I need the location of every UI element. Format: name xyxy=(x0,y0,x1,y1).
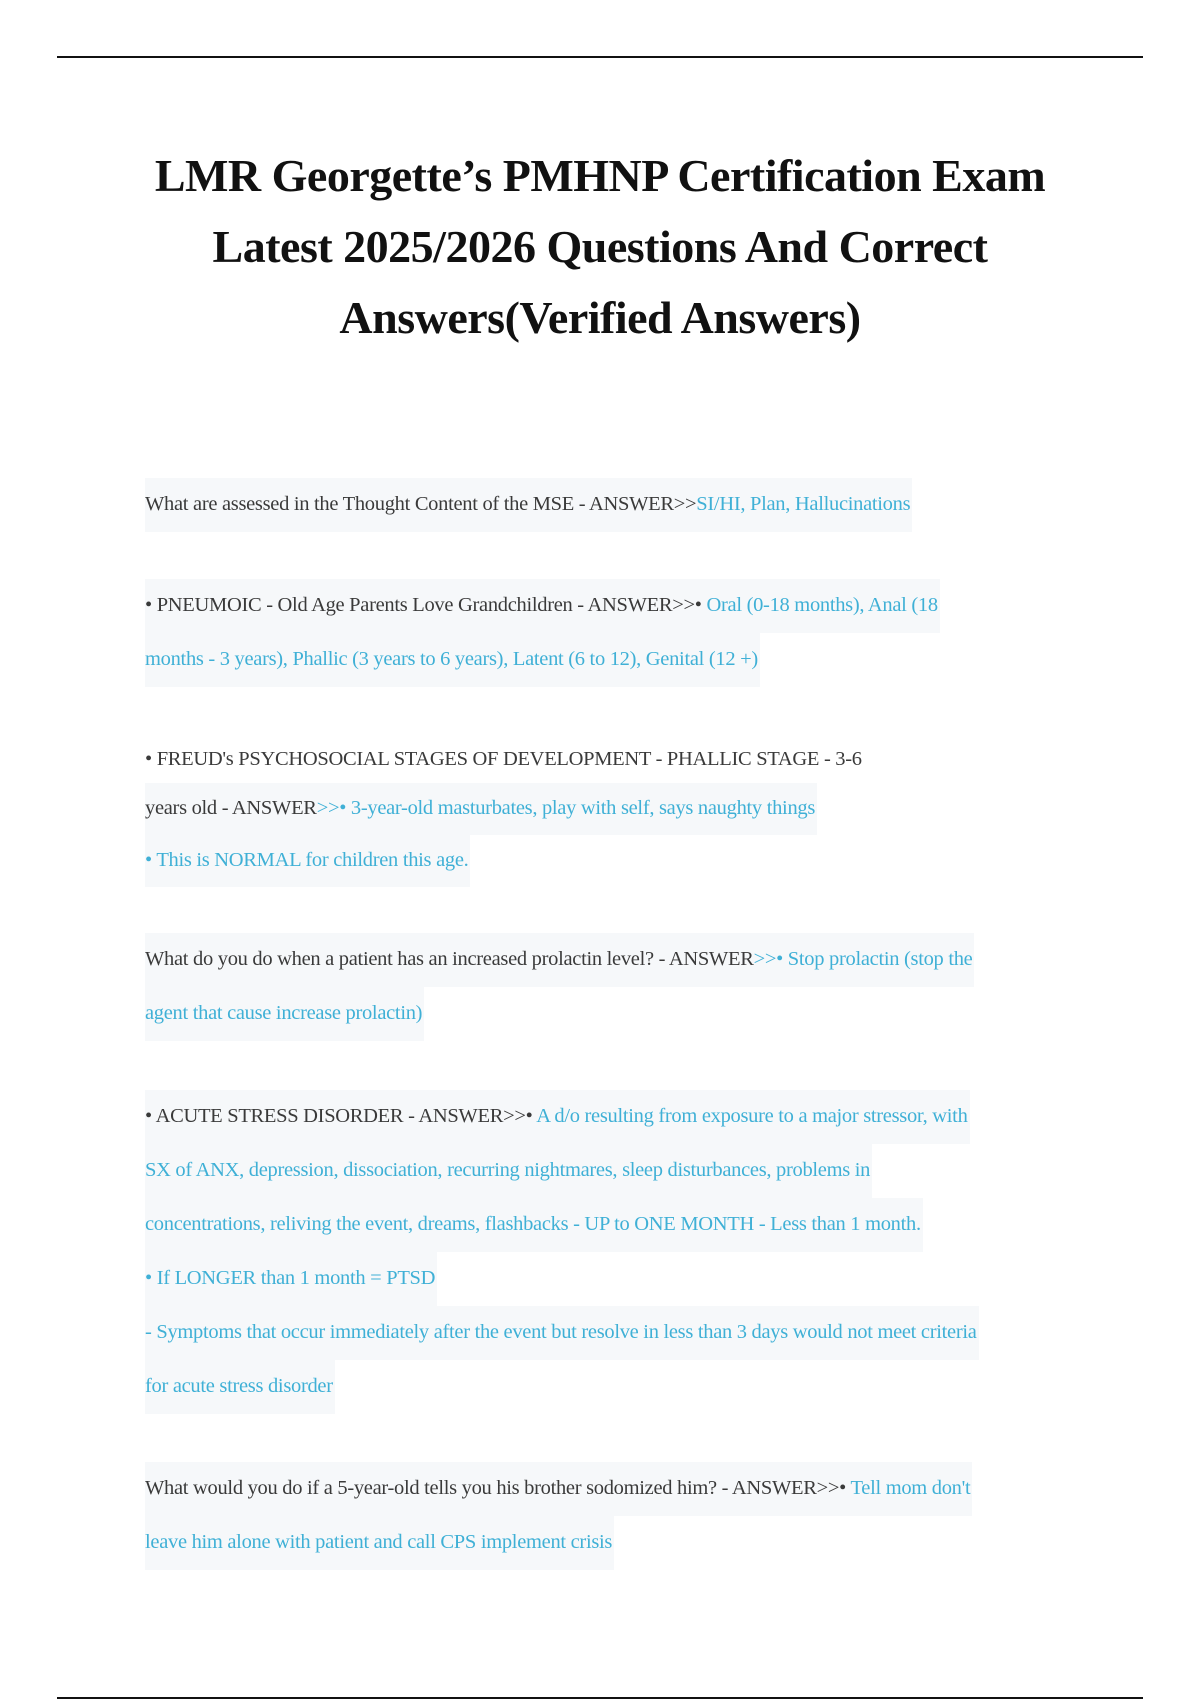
qa-line xyxy=(145,579,940,633)
qa-line xyxy=(145,1252,437,1306)
answer-text: SX of ANX, depression, dissociation, recurring nightmares, sleep disturbances, problems in xyxy=(145,1159,871,1181)
qa-item xyxy=(145,933,1095,1041)
qa-line xyxy=(145,783,817,835)
answer-text: leave him alone with patient and call CPS implement crisis xyxy=(145,1531,613,1553)
qa-line xyxy=(145,1306,979,1360)
question-text: What are assessed in the Thought Content of the MSE - ANSWER>> xyxy=(145,493,697,515)
question-text: What would you do if a 5-year-old tells you his brother sodomized him? - ANSWER>>• xyxy=(145,1477,851,1499)
answer-text: Oral (0-18 months), Anal (18 xyxy=(706,594,938,616)
qa-line xyxy=(145,1516,614,1570)
qa-list xyxy=(145,478,1095,1570)
answer-text: A d/o resulting from exposure to a major stressor, with xyxy=(536,1105,968,1127)
question-text: years old - ANSWER xyxy=(145,797,317,819)
qa-item xyxy=(145,1462,1095,1570)
qa-item xyxy=(145,736,1095,887)
answer-text: • If LONGER than 1 month = PTSD xyxy=(145,1267,436,1289)
question-text: • PNEUMOIC - Old Age Parents Love Grandchildren - ANSWER>>• xyxy=(145,594,707,616)
qa-line xyxy=(145,478,912,532)
answer-text: agent that cause increase prolactin) xyxy=(145,1002,423,1024)
qa-line xyxy=(145,987,424,1041)
top-rule xyxy=(57,56,1143,58)
qa-line xyxy=(145,1144,872,1198)
answer-text: • This is NORMAL for children this age. xyxy=(145,849,469,871)
answer-text: >>• Stop prolactin (stop the xyxy=(753,948,973,970)
qa-line xyxy=(145,1360,335,1414)
qa-item xyxy=(145,478,1095,532)
qa-line xyxy=(145,933,974,987)
qa-line xyxy=(145,633,760,687)
qa-item xyxy=(145,579,1095,687)
question-text: • FREUD's PSYCHOSOCIAL STAGES OF DEVELOPMENT - PHALLIC STAGE - 3-6 xyxy=(145,748,862,770)
answer-text: months - 3 years), Phallic (3 years to 6 years), Latent (6 to 12), Genital (12 +) xyxy=(145,648,758,670)
title-line: Latest 2025/2026 Questions And Correct xyxy=(212,221,988,272)
qa-line xyxy=(145,1090,970,1144)
question-text: What do you do when a patient has an increased prolactin level? - ANSWER xyxy=(145,948,754,970)
answer-text: >>• 3-year-old masturbates, play with self, says naughty things xyxy=(316,797,816,819)
bottom-rule xyxy=(57,1697,1143,1699)
title-line: LMR Georgette’s PMHNP Certification Exam xyxy=(154,150,1046,201)
qa-line xyxy=(145,835,470,887)
answer-text: SI/HI, Plan, Hallucinations xyxy=(696,493,911,515)
title-line: Answers(Verified Answers) xyxy=(339,292,861,343)
answer-text: concentrations, reliving the event, dreams, flashbacks - UP to ONE MONTH - Less than 1 month. xyxy=(145,1213,921,1235)
qa-item xyxy=(145,1090,1095,1414)
answer-text: - Symptoms that occur immediately after the event but resolve in less than 3 days would not meet criteria xyxy=(145,1321,977,1343)
document-title xyxy=(100,140,1100,353)
answer-text: Tell mom don't xyxy=(850,1477,971,1499)
qa-line xyxy=(145,1462,972,1516)
question-text: • ACUTE STRESS DISORDER - ANSWER>>• xyxy=(145,1105,537,1127)
qa-line xyxy=(145,736,862,783)
answer-text: for acute stress disorder xyxy=(145,1375,333,1397)
qa-line xyxy=(145,1198,923,1252)
